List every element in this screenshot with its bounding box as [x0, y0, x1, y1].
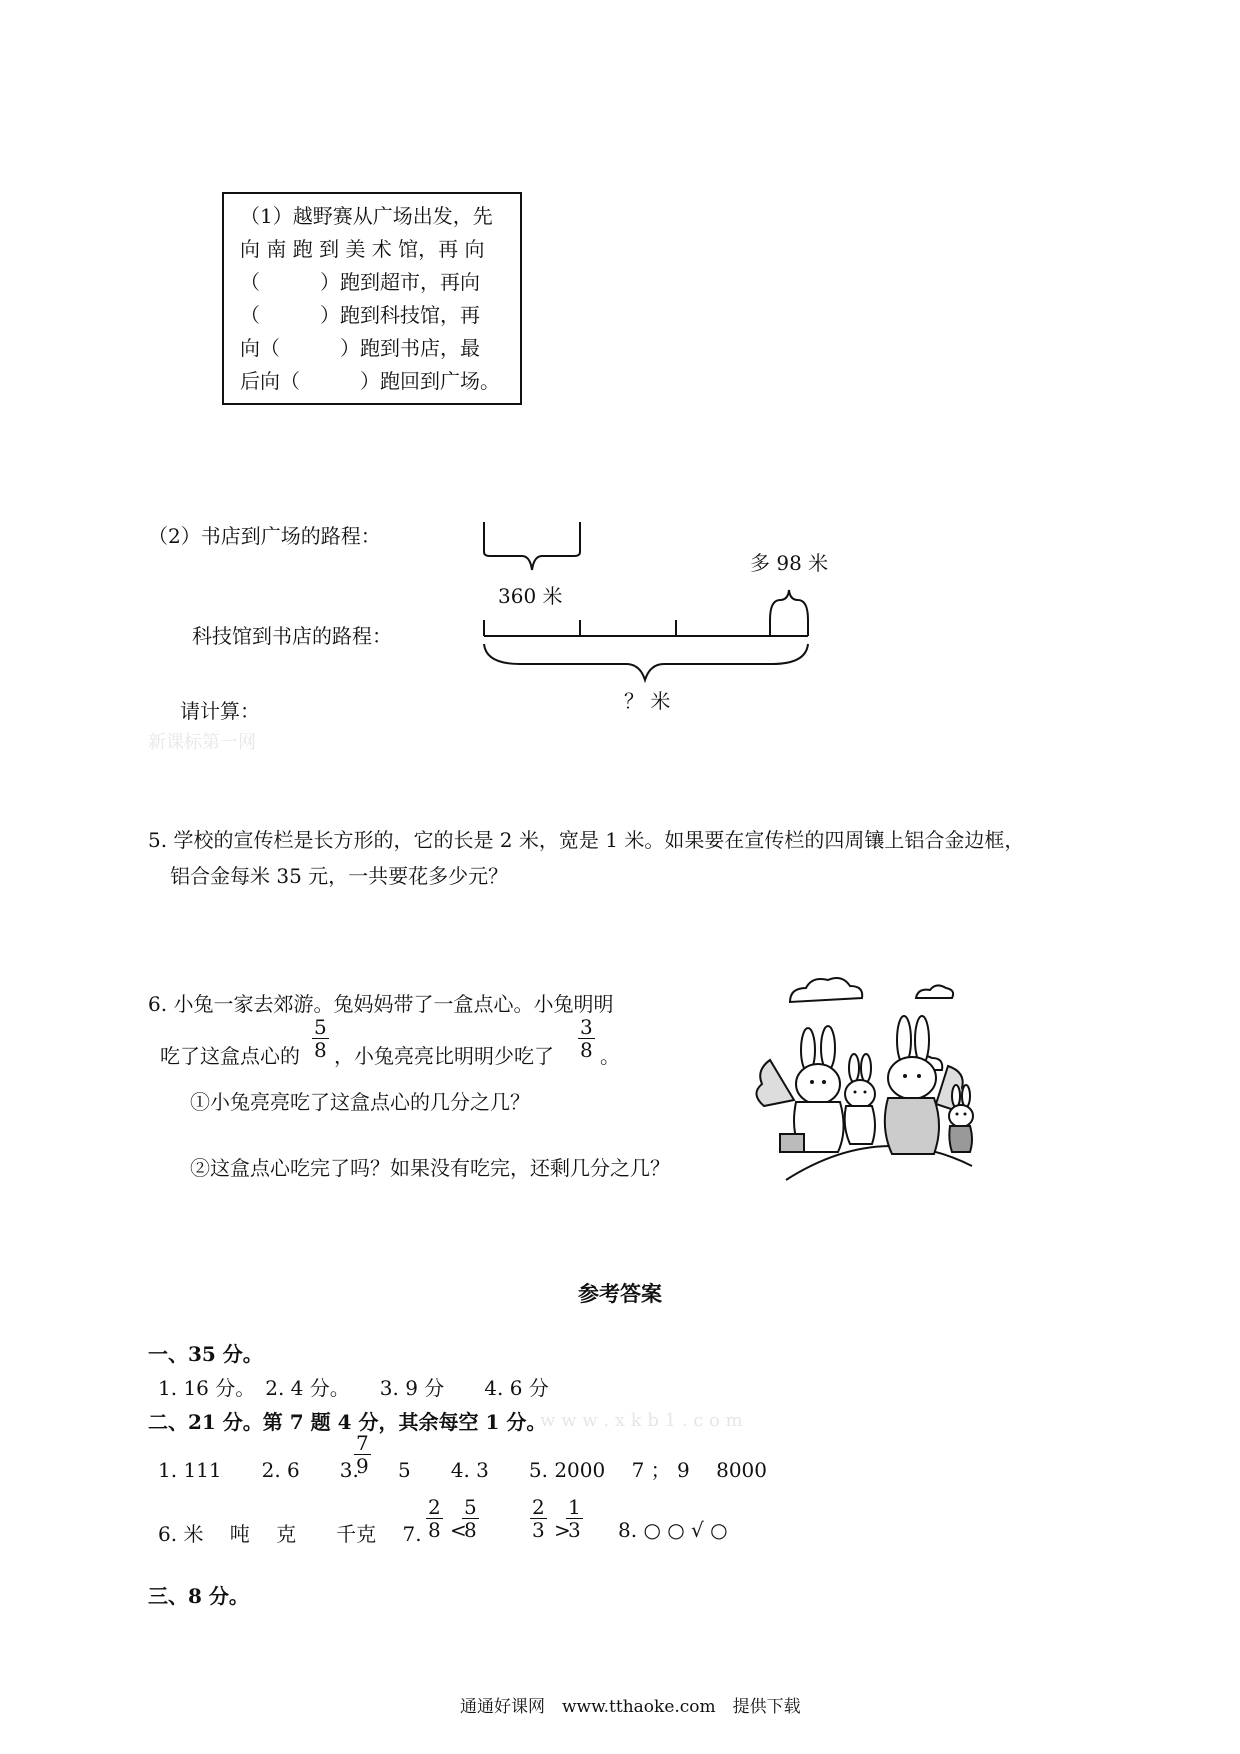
- answers-sec1-items: 1. 16 分。 2. 4 分。 3. 9 分 4. 6 分: [158, 1376, 549, 1400]
- q4-2-label-unknown: ？ 米: [624, 689, 671, 713]
- q4-2-label-kejiguan: 科技馆到书店的路程：: [192, 624, 392, 648]
- answers-sec3: 三、8 分。: [148, 1584, 249, 1608]
- q4-1-line: 后向（ ）跑回到广场。: [240, 369, 500, 393]
- q4-1-line: （1）越野赛从广场出发，先: [240, 204, 493, 228]
- answers-title: 参考答案: [578, 1281, 662, 1306]
- q4-1-line: （ ）跑到超市，再向: [240, 270, 480, 294]
- fraction-denominator: 8: [464, 1518, 477, 1542]
- rabbit-body: [949, 1126, 972, 1152]
- answers-sec1: 一、35 分。: [148, 1342, 263, 1366]
- fraction-7-9: [354, 1432, 371, 1477]
- q4-1-line: 向 南 跑 到 美 术 馆，再 向: [240, 237, 485, 261]
- fraction-numerator: 5: [464, 1495, 477, 1519]
- watermark-text: 新课标第一网: [148, 732, 256, 753]
- rabbit-head: [949, 1105, 973, 1127]
- fraction-numerator: 5: [314, 1015, 327, 1039]
- q4-2-label-calc: 请计算：: [180, 699, 260, 723]
- rabbit-ear: [962, 1085, 970, 1107]
- q4-2-label-360: 360 米: [498, 584, 563, 608]
- answers-row1-a: 1. 111 2. 6 3.: [158, 1458, 359, 1482]
- fraction-denominator: 8: [580, 1038, 593, 1062]
- q6-line1: 6. 小兔一家去郊游。兔妈妈带了一盒点心。小兔明明: [148, 992, 614, 1016]
- fraction-numerator: 2: [532, 1495, 545, 1519]
- q4-1-line: （ ）跑到科技馆，再: [240, 303, 480, 327]
- q5-line2: 铝合金每米 35 元，一共要花多少元？: [170, 864, 509, 888]
- q6-line2-c: 。: [600, 1044, 620, 1068]
- fraction-denominator: 9: [356, 1454, 369, 1478]
- watermark-text: w w w . x k b 1 . c o m: [540, 1410, 743, 1431]
- q6-sub1: ①小兔亮亮吃了这盒点心的几分之几？: [190, 1090, 530, 1114]
- q4-2-label-shudian: （2）书店到广场的路程：: [148, 524, 381, 548]
- fraction-numerator: 2: [428, 1495, 441, 1519]
- q6-line2-a: 吃了这盒点心的: [160, 1044, 300, 1068]
- greater-than-symbol: >: [554, 1518, 571, 1542]
- page-footer: 通通好课网 www.tthaoke.com 提供下载: [460, 1697, 801, 1717]
- cloud-icon: [916, 985, 953, 998]
- rabbit-body: [885, 1098, 939, 1154]
- rabbit-head: [796, 1064, 840, 1104]
- rabbit-body: [845, 1106, 875, 1144]
- fraction-denominator: 3: [532, 1518, 545, 1542]
- fraction-denominator: 8: [314, 1038, 327, 1062]
- q4-1-line: 向（ ）跑到书店，最: [240, 336, 480, 360]
- fraction-numerator: 3: [580, 1015, 593, 1039]
- fraction-numerator: 7: [356, 1431, 369, 1455]
- fraction-1-3: [566, 1496, 583, 1541]
- fraction-denominator: 3: [568, 1518, 581, 1542]
- fraction-numerator: 1: [568, 1495, 581, 1519]
- rabbit-ear: [821, 1026, 835, 1070]
- q4-2-label-98: 多 98 米: [750, 551, 829, 575]
- rabbit-head: [845, 1080, 875, 1108]
- answers-row2-b: 8. ○ ○ √ ○: [618, 1518, 728, 1542]
- cloud-icon: [790, 978, 862, 1002]
- rabbit-head: [888, 1057, 936, 1099]
- rabbit-ear: [861, 1054, 871, 1082]
- q6-line2-b: ，小兔亮亮比明明少吃了: [334, 1044, 554, 1068]
- basket-icon: [780, 1134, 804, 1152]
- q6-sub2: ②这盒点心吃完了吗？如果没有吃完，还剩几分之几？: [190, 1156, 670, 1180]
- answers-sec2: 二、21 分。第 7 题 4 分，其余每空 1 分。: [148, 1410, 547, 1434]
- bush-icon: [756, 1060, 794, 1106]
- q5-line1: 5. 学校的宣传栏是长方形的，它的长是 2 米，宽是 1 米。如果要在宣传栏的四周镶上铝合金边框，: [148, 828, 1025, 852]
- fraction-2-3: [530, 1496, 547, 1541]
- rabbit-ear: [849, 1054, 859, 1082]
- fraction-2-8: [426, 1496, 443, 1541]
- rabbit-ear: [952, 1085, 960, 1107]
- fraction-denominator: 8: [428, 1518, 441, 1542]
- fraction-5-8: [462, 1496, 479, 1541]
- answers-row1-b: 5 4. 3 5. 2000 7 ； 9 8000: [398, 1458, 768, 1482]
- answers-row2-a: 6. 米 吨 克 千克 7.: [158, 1522, 422, 1546]
- less-than-symbol: <: [450, 1518, 467, 1542]
